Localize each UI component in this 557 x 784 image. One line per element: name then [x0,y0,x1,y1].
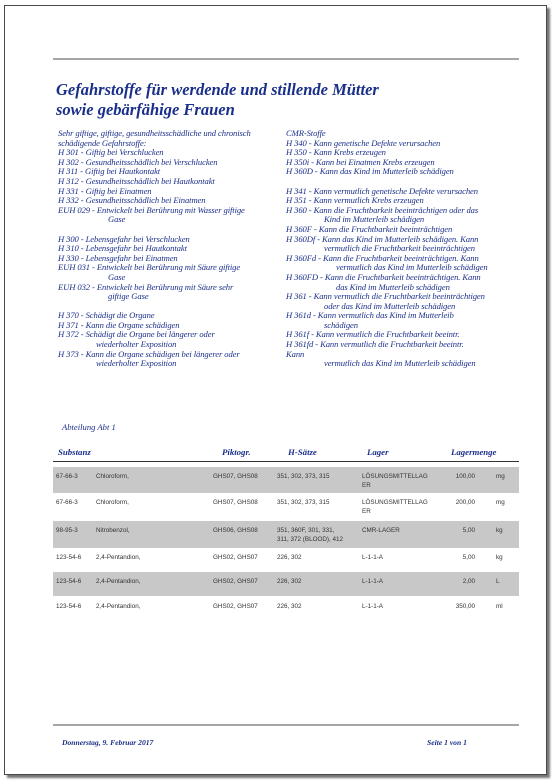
quantity-unit: mg [496,499,505,506]
storage-location-line: L-1-1-A [362,554,383,561]
hazard-line: H 332 - Gesundheitsschädlich bei Einatmen [58,195,206,206]
quantity-unit: L [496,578,500,585]
storage-location-line: ER [362,481,371,489]
hazard-line: H 302 - Gesundheitsschädlich bei Verschlucken [58,156,218,167]
stock-quantity: 2,00 [462,578,475,585]
hazard-line: H 300 - Lebensgefahr bei Verschlucken [58,233,190,244]
storage-location [362,554,383,563]
header-piktogr: Piktogr. [222,447,251,457]
page-title [56,80,379,120]
hazard-line: EUH 031 - Entwickelt bei Berührung mit Säure giftige [58,262,241,273]
document-page [4,5,547,775]
pictogram-codes: GHS02, GHS07 [213,554,258,561]
substance-name: 2,4-Pentandion, [96,554,141,561]
cas-number: 67-66-3 [56,499,78,506]
hazard-line: H 360 - Kann die Fruchtbarkeit beeinträchtigen oder das [286,204,479,215]
cas-number: 123-54-6 [56,554,82,561]
pictogram-codes: GHS02, GHS07 [213,603,258,610]
storage-location-line: ER [362,507,371,515]
quantity-unit: kg [496,554,503,561]
pictogram-codes: GHS06, GHS08 [213,527,258,534]
hazard-line: CMR-Stoffe [286,128,326,138]
substance-name: Nitrobenzol, [96,527,130,534]
hazard-line: wiederholter Exposition [96,339,177,350]
storage-location-line: L-1-1-A [362,603,383,610]
hazard-line: H 350 - Kann Krebs erzeugen [286,147,386,158]
header-hsaetze: H-Sätze [288,447,317,457]
hazard-line: H 312 - Gesundheitsschädlich bei Hautkontakt [58,175,215,186]
header-lager: Lager [367,447,389,457]
hazard-line: H 331 - Giftig bei Einatmen [58,185,152,196]
storage-location [362,527,400,536]
hazard-line: H 361 - Kann vermutlich die Fruchtbarkeit beeinträchtigen [286,291,485,302]
hazard-line: wiederholter Exposition [96,358,177,369]
hazard-line: oder das Kind im Mutterleib schädigen [324,300,456,311]
hazard-line: EUH 032 - Entwickelt bei Berührung mit Säure sehr [58,281,234,292]
hazard-line: Kann [286,348,305,359]
hazard-line: H 361f - Kann vermutlich die Fruchtbarkeit beeintr. [286,329,460,340]
h-statements-line: 226, 302 [277,603,302,610]
storage-location [362,473,428,490]
substance-name: 2,4-Pentandion, [96,578,141,585]
quantity-unit: kg [496,527,503,534]
table-row [53,572,519,596]
hazard-line: H 360Df - Kann das Kind im Mutterleib schädigen. Kann [286,233,479,244]
hazard-line: H 360FD - Kann die Fruchtbarkeit beeinträchtigen. Kann [286,271,481,282]
quantity-unit: ml [496,603,503,610]
storage-location [362,499,428,516]
cas-number: 67-66-3 [56,473,78,480]
stock-quantity: 100,00 [455,473,475,480]
hazard-line: das Kind im Mutterleib schädigen [336,281,450,292]
h-statements [277,578,302,587]
pictogram-codes: GHS07, GHS08 [213,473,258,480]
hazard-line: vermutlich das Kind im Mutterleib schädigen [324,358,476,369]
header-substanz: Substanz [58,447,91,457]
hazard-line: H 340 - Kann genetische Defekte verursachen [286,137,441,148]
stock-quantity: 5,00 [462,554,475,561]
title-line-2: sowie gebärfähige Frauen [56,100,235,119]
hazard-line: H 310 - Lebensgefahr bei Hautkontakt [58,243,187,254]
stock-quantity: 200,00 [455,499,475,506]
hazard-line: H 341 - Kann vermutlich genetische Defekte verursachen [286,185,478,196]
hazard-line: Kind im Mutterleib schädigen [324,214,425,225]
h-statements-line: 311, 372 (BLOOD), 412 [277,535,344,543]
hazard-line: schädigen [324,319,358,330]
storage-location-line: CMR-LAGER [362,527,400,534]
hazard-line: H 330 - Lebensgefahr bei Einatmen [58,252,178,263]
hazard-line: H 370 - Schädigt die Organe [58,310,155,321]
hazard-list-right [286,129,488,369]
table-row [53,548,519,572]
cas-number: 123-54-6 [56,603,82,610]
pictogram-codes: GHS07, GHS08 [213,499,258,506]
h-statements-line: 226, 302 [277,578,302,585]
top-rule [53,58,519,60]
storage-location [362,603,383,612]
hazard-line: H 361fd - Kann vermutlich die Fruchtbarkeit beeintr. [286,339,464,350]
h-statements-line: 351, 360F, 301, 331, [277,527,335,534]
section-label: Abteilung Abt 1 [62,422,116,432]
storage-location-line: L-1-1-A [362,578,383,585]
table-row [53,493,519,519]
hazard-line: schädigende Gefahrstoffe: [58,137,147,148]
table-row [53,521,519,548]
hazard-line: H 360Fd - Kann die Fruchtbarkeit beeinträchtigen. Kann [286,252,479,263]
substance-name: 2,4-Pentandion, [96,603,141,610]
h-statements-line: 351, 302, 373, 315 [277,499,330,506]
stock-quantity: 350,00 [455,603,475,610]
h-statements-line: 351, 302, 373, 315 [277,473,330,480]
storage-location [362,578,383,587]
table-row [53,597,519,621]
hazard-line: EUH 029 - Entwickelt bei Berührung mit Wasser giftige [58,204,245,215]
hazard-list-left [58,129,251,369]
title-line-1: Gefahrstoffe für werdende und stillende Mütter [56,80,379,99]
cas-number: 123-54-6 [56,578,82,585]
h-statements [277,554,302,563]
footer-page-number: Seite 1 von 1 [427,738,467,747]
hazard-line: H 372 - Schädigt die Organe bei längerer oder [58,329,215,340]
substance-name: Chloroform, [96,473,129,480]
bottom-rule [53,724,519,726]
cas-number: 98-95-3 [56,527,78,534]
hazard-line: vermutlich die Fruchtbarkeit beeinträchtigen [324,243,475,254]
h-statements [277,499,330,508]
h-statements [277,603,302,612]
substance-name: Chloroform, [96,499,129,506]
hazard-line: Gase [108,271,126,282]
hazard-line: H 301 - Giftig bei Verschlucken [58,147,164,158]
footer-date: Donnerstag, 9. Februar 2017 [62,738,154,747]
hazard-line: Sehr giftige, giftige, gesundheitsschädliche und chronisch [58,128,251,138]
quantity-unit: mg [496,473,505,480]
hazard-line: H 360F - Kann die Fruchtbarkeit beeinträchtigen [286,223,453,234]
hazard-line: H 350i - Kann bei Einatmen Krebs erzeugen [286,156,435,167]
hazard-line: H 351 - Kann vermutlich Krebs erzeugen [286,195,424,206]
header-lagermenge: Lagermenge [451,447,497,457]
hazard-line: H 360D - Kann das Kind im Mutterleib schädigen [286,166,454,177]
pictogram-codes: GHS02, GHS07 [213,578,258,585]
hazard-line: Gase [108,214,126,225]
hazard-line: H 311 - Giftig bei Hautkontakt [58,166,161,177]
hazard-line: H 373 - Kann die Organe schädigen bei längerer oder [58,348,240,359]
h-statements [277,527,343,544]
stock-quantity: 5,00 [462,527,475,534]
storage-location-line: LÖSUNGSMITTELLAG [362,499,428,506]
table-row [53,467,519,493]
storage-location-line: LÖSUNGSMITTELLAG [362,473,428,480]
h-statements-line: 226, 302 [277,554,302,561]
hazard-line: giftige Gase [108,291,149,302]
hazard-line: H 371 - Kann die Organe schädigen [58,319,180,330]
h-statements [277,473,330,482]
hazard-line: vermutlich das Kind im Mutterleib schädigen [336,262,488,273]
hazard-line: H 361d - Kann vermutlich das Kind im Mutterleib [286,310,454,321]
header-rule [53,461,519,462]
